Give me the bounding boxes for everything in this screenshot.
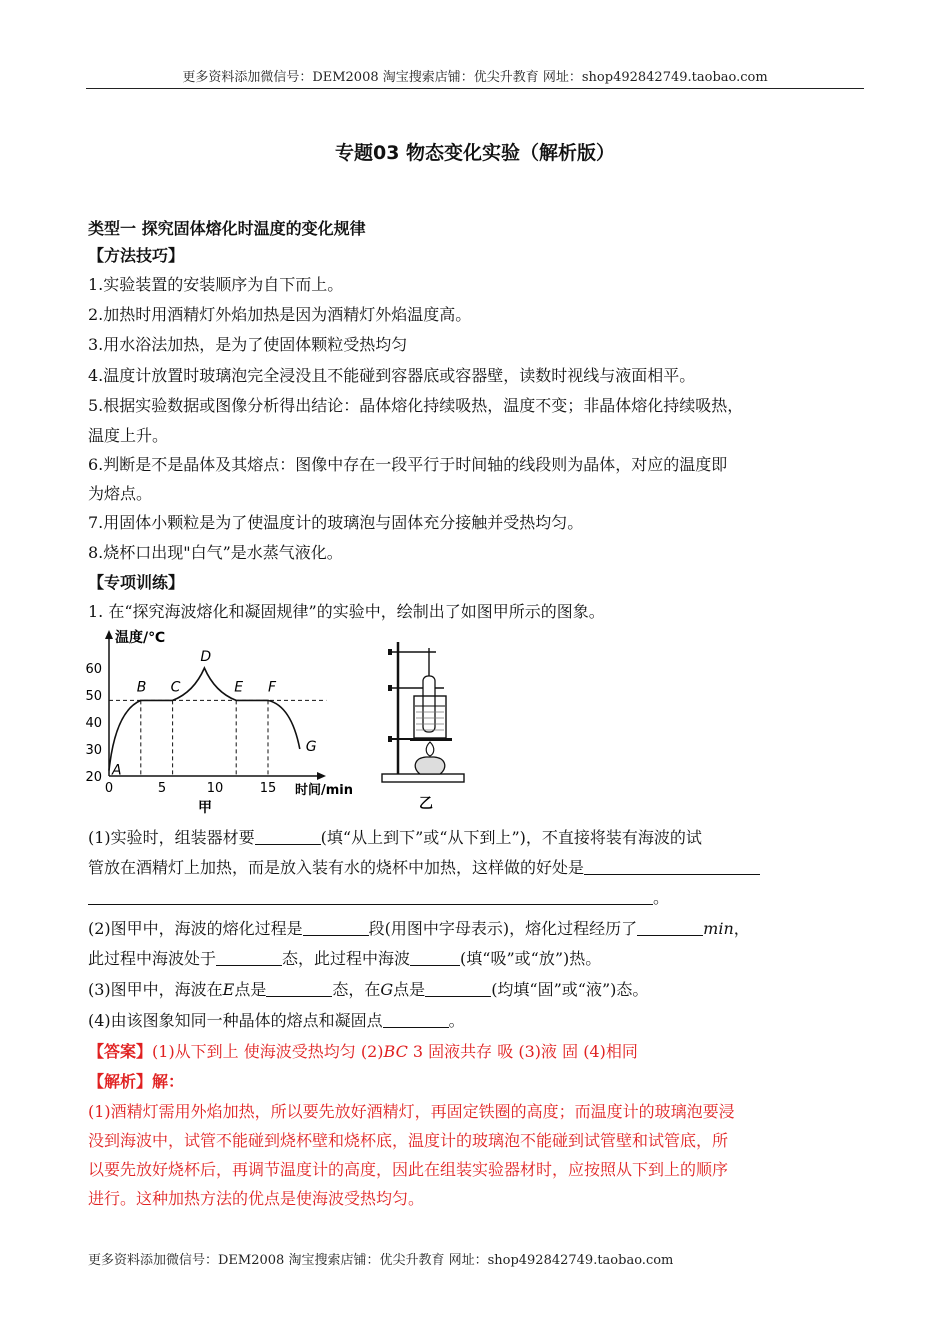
point-label-e: E — [234, 679, 244, 696]
method-heading: 【方法技巧】 — [88, 246, 185, 265]
sub1-end: 。 — [653, 888, 670, 907]
tip-4: 4.温度计放置时玻璃泡完全浸没且不能碰到容器底或容器壁，读数时视线与液面相平。 — [88, 366, 696, 385]
figure-jia-chart — [80, 626, 360, 816]
answer-blank-3[interactable] — [303, 919, 369, 936]
y-tick-label: 20 — [85, 770, 102, 785]
sub2-text-d: 态，此过程中海波 — [282, 949, 411, 968]
training-heading: 【专项训练】 — [88, 573, 185, 592]
middle-clamp-knob — [388, 685, 392, 691]
test-tube — [423, 676, 435, 732]
y-axis-label: 温度/℃ — [115, 630, 166, 646]
sub1-text-a: (1)实验时，组装器材要 — [88, 828, 255, 847]
sub3-text-a: (3)图甲中，海波在 — [88, 980, 223, 999]
section-heading: 类型一 探究固体熔化时温度的变化规律 — [88, 219, 366, 238]
tip-2: 2.加热时用酒精灯外焰加热是因为酒精灯外焰温度高。 — [88, 305, 472, 324]
sub2-comma: ， — [733, 919, 750, 938]
tip-5-cont: 温度上升。 — [88, 426, 169, 445]
figure-yi-caption: 乙 — [419, 796, 433, 812]
x-tick-label: 0 — [104, 781, 114, 796]
answer-label: 【答案】 — [88, 1042, 153, 1061]
sub4-text-a: (4)由该图象知同一种晶体的熔点和凝固点 — [88, 1011, 383, 1030]
answer-blank-2-cont[interactable] — [88, 888, 653, 905]
sub1-text-c: 管放在酒精灯上加热，而是放入装有水的烧杯中加热，这样做的好处是 — [88, 858, 585, 877]
flame-icon — [426, 742, 434, 756]
sub-question-4 — [88, 1006, 868, 1035]
page-title: 专题03 物态变化实验（解析版） — [334, 142, 616, 164]
tip-6: 6.判断是不是晶体及其熔点：图像中存在一段平行于时间轴的线段则为晶体，对应的温度即 — [88, 455, 728, 474]
answer-blank-6[interactable] — [410, 949, 460, 966]
stand-base — [382, 774, 464, 782]
upper-clamp-knob — [388, 649, 392, 655]
answer-blank-9[interactable] — [383, 1011, 449, 1028]
page-header: 更多资料添加微信号：DEM2008 淘宝搜索店铺：优尖升教育 网址：shop492842749.taobao.com — [182, 70, 768, 85]
sub3-point-e: E — [222, 980, 235, 999]
y-axis-arrow — [105, 630, 113, 639]
sub-question-1-end — [88, 883, 868, 912]
answer-blank-5[interactable] — [216, 949, 282, 966]
x-axis-label: 时间/min — [295, 783, 354, 798]
tip-3: 3.用水浴法加热，是为了使固体颗粒受热均匀 — [88, 335, 408, 354]
sub-question-2 — [88, 914, 868, 943]
y-tick-label: 50 — [85, 689, 102, 704]
analysis-line-3: 以要先放好烧杯后，再调节温度计的高度，因此在组装实验器材时，应按照从下到上的顺序 — [88, 1160, 729, 1179]
sub-question-1-cont — [88, 853, 868, 882]
tip-6-cont: 为熔点。 — [88, 484, 153, 503]
sub2-text-b: 段(用图中字母表示)，熔化过程经历了 — [368, 919, 638, 938]
sub3-text-d: 点是 — [393, 980, 426, 999]
y-tick-label: 30 — [85, 743, 102, 758]
answer-blank-1[interactable] — [255, 828, 321, 845]
wire-gauze — [410, 738, 452, 741]
answer-part-2: 3 固液共存 吸 (3)液 固 (4)相同 — [407, 1042, 638, 1061]
point-label-f: F — [268, 679, 277, 696]
sub3-point-g: G — [380, 980, 394, 999]
analysis-line-4: 进行。这种加热方法的优点是使海波受热均匀。 — [88, 1189, 425, 1208]
point-label-a: A — [112, 762, 122, 779]
sub2-text-a: (2)图甲中，海波的熔化过程是 — [88, 919, 303, 938]
answer-blank-8[interactable] — [425, 980, 491, 997]
point-label-d: D — [200, 649, 212, 665]
y-tick-label: 60 — [85, 662, 102, 677]
sub3-text-e: (均填“固”或“液”)态。 — [491, 980, 649, 999]
figure-yi-apparatus — [380, 638, 470, 813]
answer-blank-2[interactable] — [584, 858, 760, 875]
x-tick-label: 10 — [206, 781, 224, 796]
tip-8: 8.烧杯口出现"白气”是水蒸气液化。 — [88, 543, 343, 562]
tip-1: 1.实验装置的安装顺序为自下而上。 — [88, 275, 344, 294]
sub-question-1 — [88, 823, 868, 852]
question-text: 1. 在“探究海波熔化和凝固规律”的实验中，绘制出了如图甲所示的图象。 — [88, 602, 605, 621]
sub-question-3 — [88, 975, 868, 1004]
sub4-end: 。 — [448, 1011, 465, 1030]
y-tick-label: 40 — [85, 716, 102, 731]
point-label-b: B — [136, 679, 147, 696]
point-label-c: C — [170, 679, 181, 696]
analysis-line-1: (1)酒精灯需用外焰加热，所以要先放好酒精灯，再固定铁圈的高度；而温度计的玻璃泡要浸 — [88, 1102, 735, 1121]
sub1-text-b: (填“从上到下”或“从下到上”)，不直接将装有海波的试 — [320, 828, 702, 847]
sub2-unit: min — [703, 919, 734, 938]
page-footer: 更多资料添加微信号：DEM2008 淘宝搜索店铺：优尖升教育 网址：shop492842749.taobao.com — [88, 1253, 674, 1268]
tip-5: 5.根据实验数据或图像分析得出结论：晶体熔化持续吸热，温度不变；非晶体熔化持续吸热， — [88, 396, 744, 415]
analysis-line-2: 没到海波中，试管不能碰到烧杯壁和烧杯底，温度计的玻璃泡不能碰到试管壁和试管底，所 — [88, 1131, 729, 1150]
tip-7: 7.用固体小颗粒是为了使温度计的玻璃泡与固体充分接触并受热均匀。 — [88, 513, 584, 532]
answer-line — [88, 1037, 868, 1066]
point-label-g: G — [305, 739, 317, 755]
analysis-label: 【解析】解： — [88, 1072, 185, 1091]
x-tick-label: 5 — [157, 781, 167, 796]
figure-jia-caption: 甲 — [198, 800, 212, 816]
answer-blank-7[interactable] — [266, 980, 332, 997]
answer-bc: BC — [383, 1042, 408, 1061]
answer-blank-4[interactable] — [637, 919, 703, 936]
sub2-text-e: (填“吸”或“放”)热。 — [460, 949, 602, 968]
ring-knob — [388, 736, 392, 742]
x-axis-arrow — [317, 772, 326, 780]
x-tick-label: 15 — [259, 781, 277, 796]
sub-question-2-cont — [88, 944, 868, 973]
sub3-text-c: 态，在 — [332, 980, 381, 999]
sub3-text-b: 点是 — [234, 980, 267, 999]
answer-part-1: (1)从下到上 使海波受热均匀 (2) — [152, 1042, 384, 1061]
header-rule — [86, 88, 864, 89]
alcohol-lamp — [415, 757, 445, 774]
sub2-text-c: 此过程中海波处于 — [88, 949, 217, 968]
